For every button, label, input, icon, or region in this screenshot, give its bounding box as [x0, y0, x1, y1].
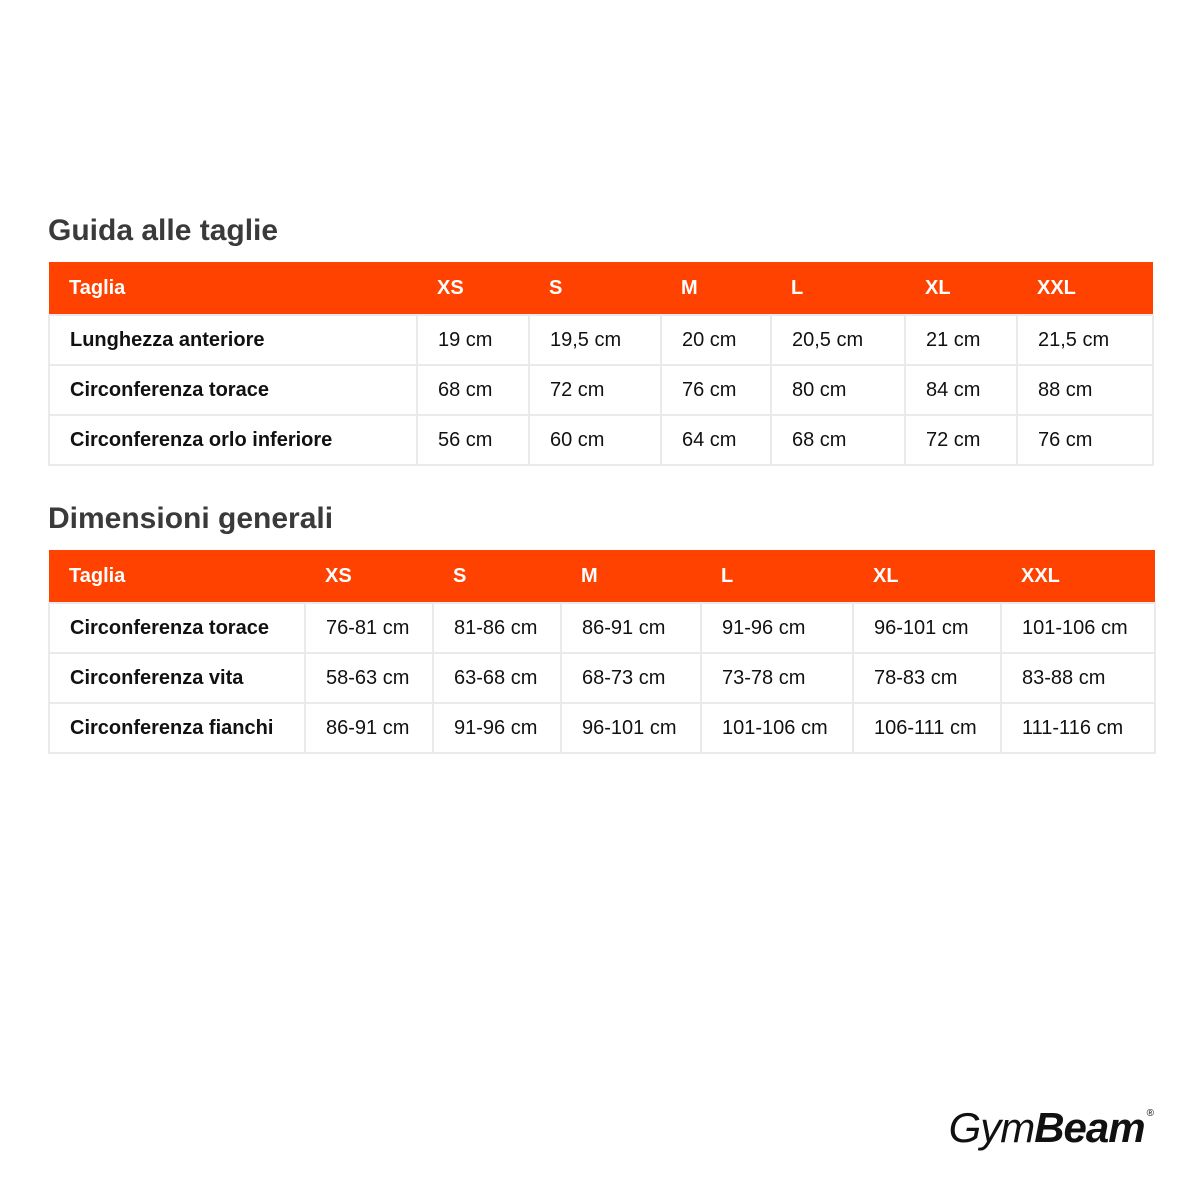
- column-header: XL: [905, 262, 1017, 315]
- table-cell: 101-106 cm: [1001, 603, 1155, 653]
- column-header: S: [529, 262, 661, 315]
- column-header: S: [433, 550, 561, 603]
- table-cell: 83-88 cm: [1001, 653, 1155, 703]
- column-header: M: [561, 550, 701, 603]
- column-header: Taglia: [49, 262, 417, 315]
- table-cell: 19 cm: [417, 315, 529, 365]
- general-dimensions-title: Dimensioni generali: [48, 502, 334, 535]
- column-header: L: [701, 550, 853, 603]
- table-cell: 106-111 cm: [853, 703, 1001, 753]
- table-cell: 73-78 cm: [701, 653, 853, 703]
- table-cell: 78-83 cm: [853, 653, 1001, 703]
- table-cell: 56 cm: [417, 415, 529, 465]
- row-label: Circonferenza orlo inferiore: [49, 415, 417, 465]
- table-cell: 68-73 cm: [561, 653, 701, 703]
- registered-mark: ®: [1146, 1108, 1154, 1119]
- table-cell: 60 cm: [529, 415, 661, 465]
- row-label: Circonferenza torace: [49, 603, 305, 653]
- column-header: Taglia: [49, 550, 305, 603]
- column-header: XXL: [1001, 550, 1155, 603]
- table-row: [49, 315, 1153, 365]
- table-cell: 101-106 cm: [701, 703, 853, 753]
- table-cell: 68 cm: [771, 415, 905, 465]
- table-row: [49, 415, 1153, 465]
- table-cell: 19,5 cm: [529, 315, 661, 365]
- table-cell: 84 cm: [905, 365, 1017, 415]
- table-cell: 20,5 cm: [771, 315, 905, 365]
- table-cell: 96-101 cm: [853, 603, 1001, 653]
- table-cell: 81-86 cm: [433, 603, 561, 653]
- row-label: Circonferenza fianchi: [49, 703, 305, 753]
- table-row: [49, 365, 1153, 415]
- size-guide-table: [48, 262, 1154, 466]
- gymbeam-logo: [949, 1104, 1154, 1154]
- table-cell: 88 cm: [1017, 365, 1153, 415]
- table-cell: 68 cm: [417, 365, 529, 415]
- table-cell: 20 cm: [661, 315, 771, 365]
- column-header: XS: [417, 262, 529, 315]
- table-cell: 21,5 cm: [1017, 315, 1153, 365]
- table-header-row: [49, 550, 1155, 603]
- logo-text-bold: Beam: [1034, 1104, 1145, 1151]
- column-header: XXL: [1017, 262, 1153, 315]
- table-row: [49, 653, 1155, 703]
- table-cell: 76 cm: [661, 365, 771, 415]
- column-header: M: [661, 262, 771, 315]
- row-label: Lunghezza anteriore: [49, 315, 417, 365]
- table-cell: 72 cm: [529, 365, 661, 415]
- table-cell: 58-63 cm: [305, 653, 433, 703]
- table-row: [49, 703, 1155, 753]
- table-cell: 111-116 cm: [1001, 703, 1155, 753]
- table-cell: 76 cm: [1017, 415, 1153, 465]
- table-cell: 76-81 cm: [305, 603, 433, 653]
- row-label: Circonferenza vita: [49, 653, 305, 703]
- general-dimensions-table: [48, 550, 1156, 754]
- table-cell: 72 cm: [905, 415, 1017, 465]
- column-header: XL: [853, 550, 1001, 603]
- table-cell: 96-101 cm: [561, 703, 701, 753]
- table-cell: 21 cm: [905, 315, 1017, 365]
- table-cell: 91-96 cm: [433, 703, 561, 753]
- table-cell: 63-68 cm: [433, 653, 561, 703]
- table-cell: 86-91 cm: [561, 603, 701, 653]
- column-header: L: [771, 262, 905, 315]
- table-cell: 86-91 cm: [305, 703, 433, 753]
- table-row: [49, 603, 1155, 653]
- logo-text-light: Gym: [948, 1104, 1035, 1151]
- table-cell: 91-96 cm: [701, 603, 853, 653]
- row-label: Circonferenza torace: [49, 365, 417, 415]
- table-header-row: [49, 262, 1153, 315]
- size-guide-title: Guida alle taglie: [48, 214, 279, 247]
- column-header: XS: [305, 550, 433, 603]
- table-cell: 64 cm: [661, 415, 771, 465]
- table-cell: 80 cm: [771, 365, 905, 415]
